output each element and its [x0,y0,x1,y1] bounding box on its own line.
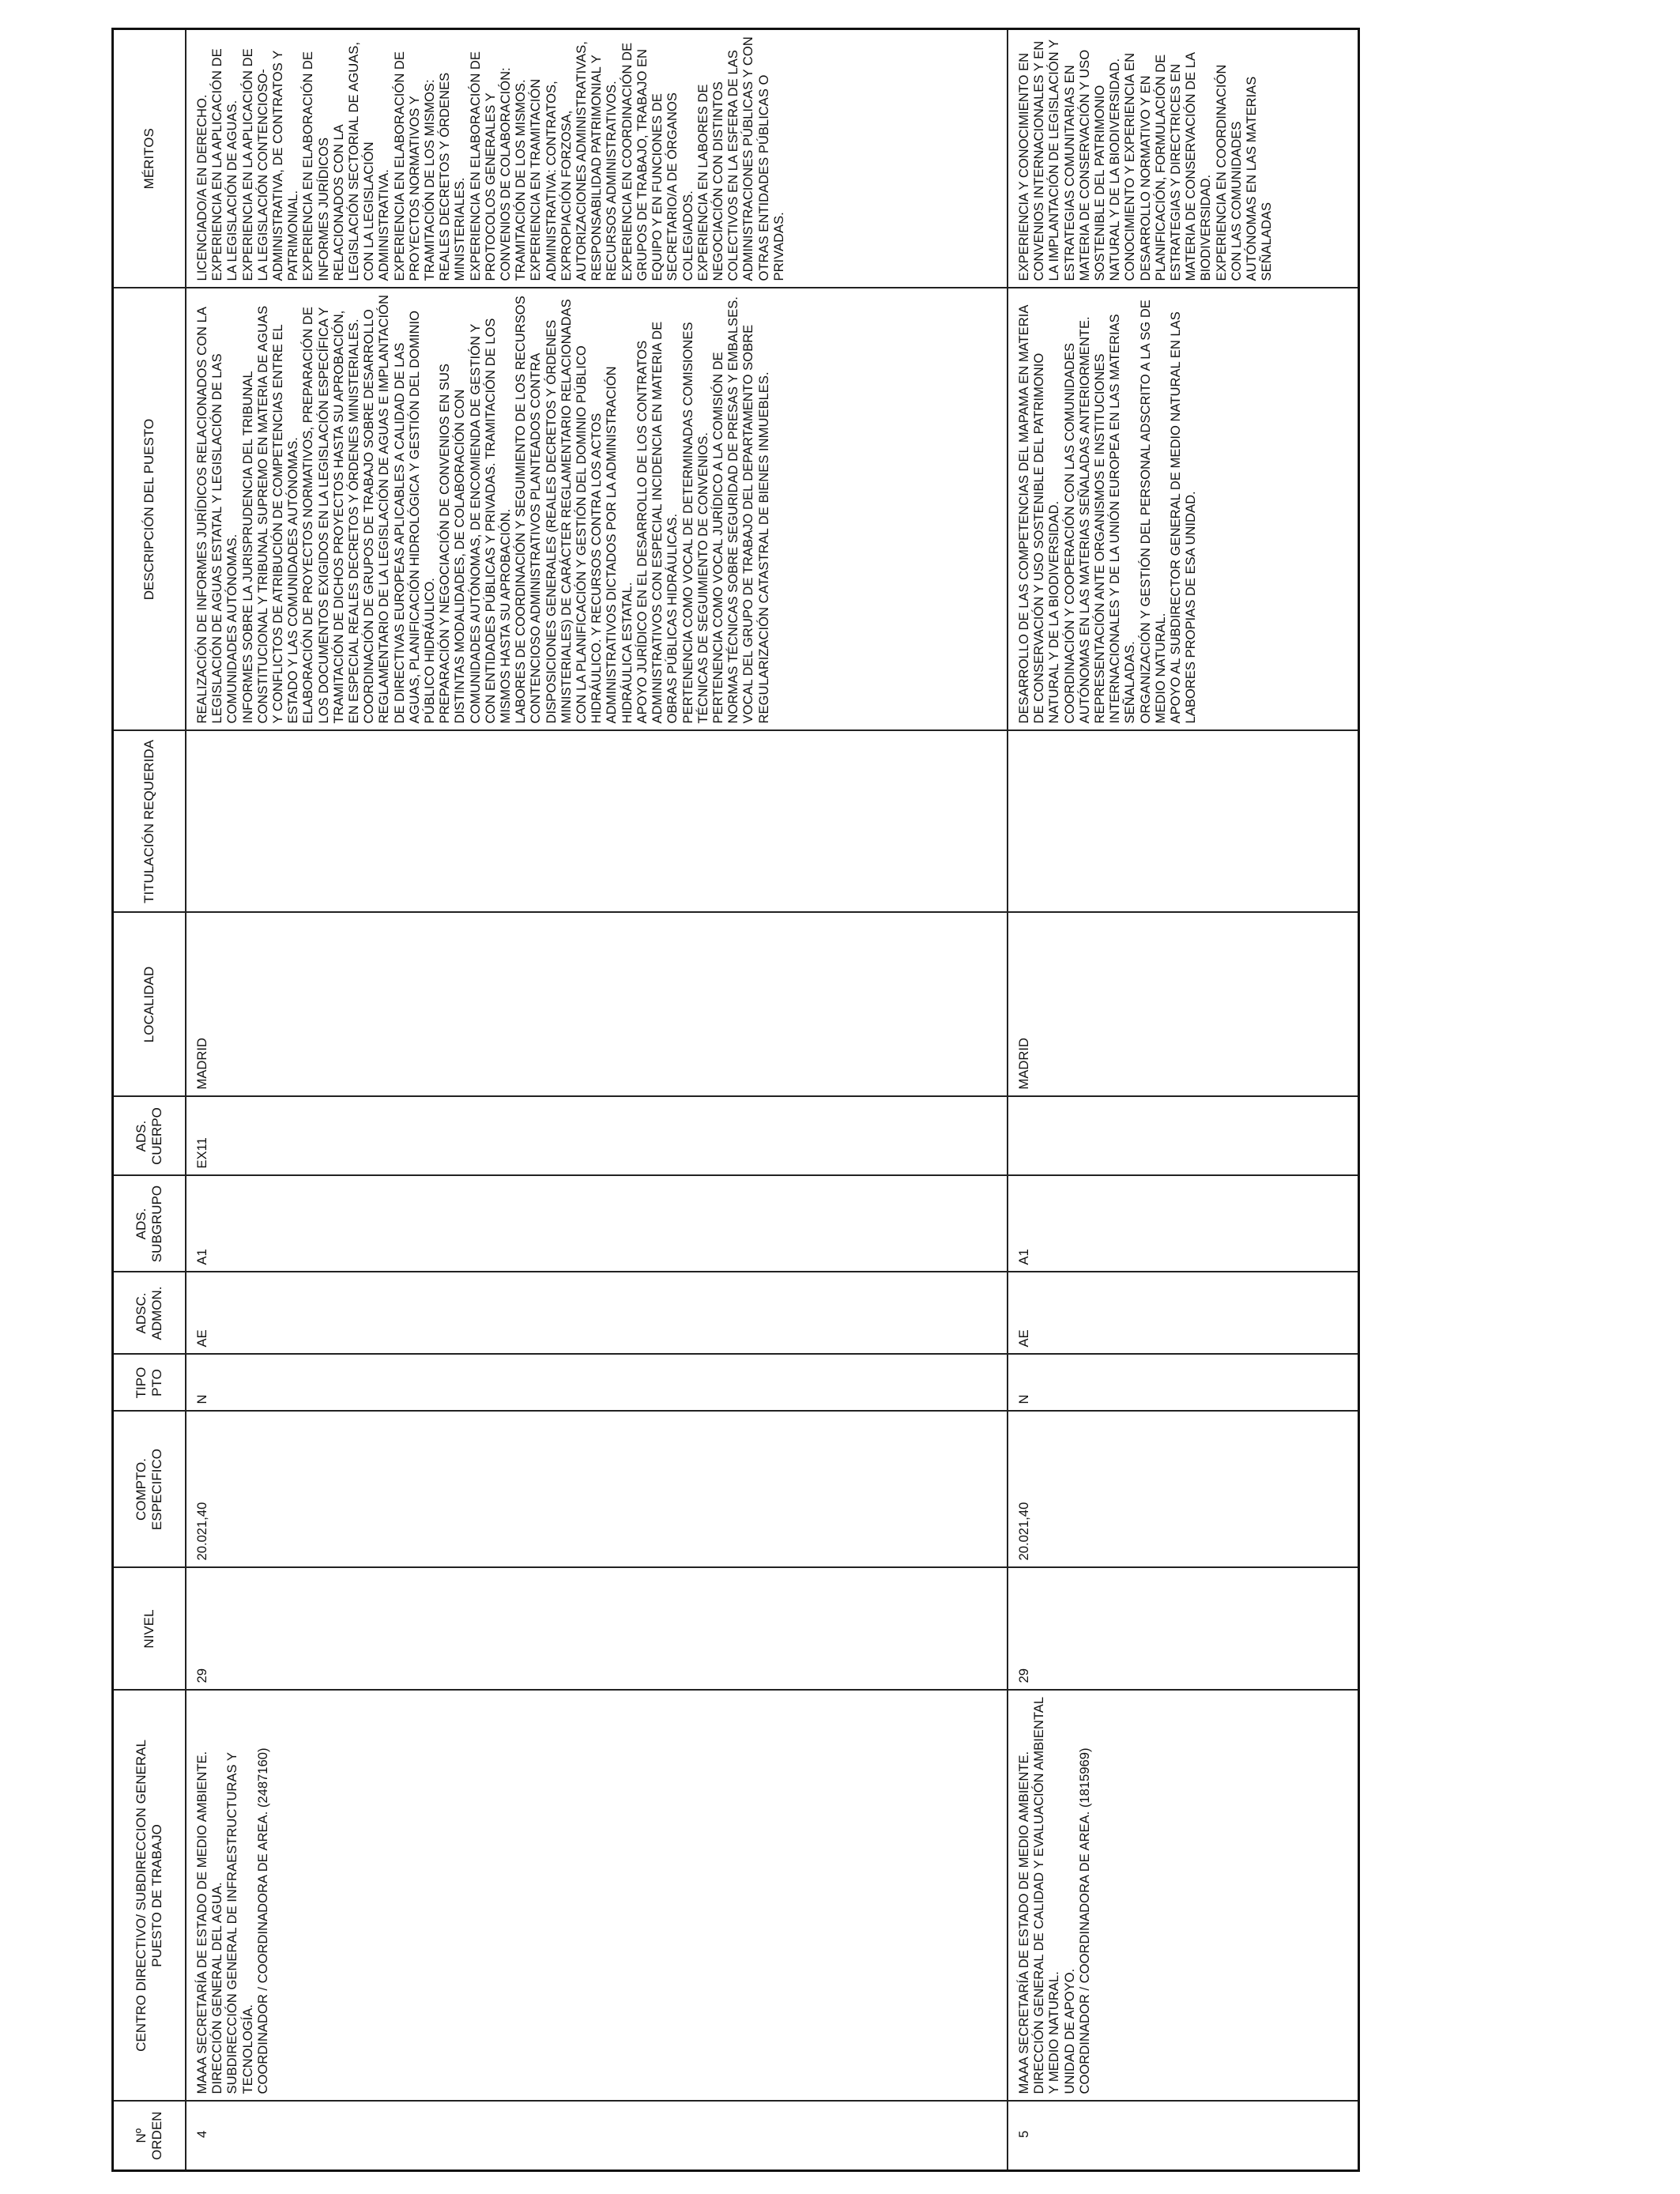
header-titulacion: TITULACIÓN REQUERIDA [113,731,186,913]
cell-nivel: 29 [1008,1568,1359,1691]
table-row [186,29,1008,2171]
cell-orden: 4 [186,2102,1008,2171]
cell-cuerpo [1008,1097,1359,1176]
header-orden: Nº ORDEN [113,2102,186,2171]
cell-subgrupo: A1 [186,1176,1008,1272]
cell-admon: AE [1008,1272,1359,1355]
cell-localidad: MADRID [1008,913,1359,1097]
header-row [113,29,186,2171]
cell-titulacion [1008,731,1359,913]
cell-especifico: 20.021,40 [1008,1412,1359,1568]
header-subgrupo: ADS. SUBGRUPO [113,1176,186,1272]
cell-tipo: N [186,1355,1008,1412]
puestos-table [111,28,1360,2172]
header-meritos: MÉRITOS [113,29,186,288]
header-cuerpo: ADS. CUERPO [113,1097,186,1176]
header-especifico: COMPTO. ESPECIFICO [113,1412,186,1568]
cell-centro: MAAA SECRETARÍA DE ESTADO DE MEDIO AMBIENTE. DIRECCIÓN GENERAL DE CALIDAD Y EVALUACIÓN AMBIENTAL Y MEDIO NATURAL. UNIDAD DE APOYO. COORDINADOR / COORDINADORA DE AREA. (1815969) [1008,1691,1359,2102]
cell-cuerpo: EX11 [186,1097,1008,1176]
header-descripcion: DESCRIPCIÓN DEL PUESTO [113,288,186,731]
cell-titulacion [186,731,1008,913]
header-localidad: LOCALIDAD [113,913,186,1097]
cell-especifico: 20.021,40 [186,1412,1008,1568]
cell-tipo: N [1008,1355,1359,1412]
cell-localidad: MADRID [186,913,1008,1097]
cell-admon: AE [186,1272,1008,1355]
cell-meritos: EXPERIENCIA Y CONOCIMIENTO EN CONVENIOS INTERNACIONALES Y EN LA IMPLANTACIÓN DE LEGISLACIÓN Y ESTRATEGIAS COMUNITARIAS EN MATERIA DE CONSERVACIÓN Y USO SOSTENIBLE DEL PATRIMONIO NATURAL Y DE LA BIODIVERSIDAD. CONOCIMIENTO Y EXPERIENCIA EN DESARROLLO NORMATIVO Y EN PLANIFICACIÓN, FORMULACIÓN DE ESTRATEGIAS Y DIRECTRICES EN MATERIA DE CONSERVACIÓN DE LA BIODIVERSIDAD. EXPERIENCIA EN COORDINACIÓN CON LAS COMUNIDADES AUTÓNOMAS EN LAS MATERIAS SEÑALADAS [1008,29,1359,288]
header-tipo: TIPO PTO [113,1355,186,1412]
cell-descripcion: DESARROLLO DE LAS COMPETENCIAS DEL MAPAMA EN MATERIA DE CONSERVACIÓN Y USO SOSTENIBLE DEL PATRIMONIO NATURAL Y DE LA BIODIVERSIDAD. COORDINACIÓN Y COOPERACIÓN CON LAS COMUNIDADES AUTÓNOMAS EN LAS MATERIAS SEÑALADAS ANTERIORMENTE. REPRESENTACIÓN ANTE ORGANISMOS E INSTITUCIONES INTERNACIONALES Y DE LA UNIÓN EUROPEA EN LAS MATERIAS SEÑALADAS. ORGANIZACIÓN Y GESTIÓN DEL PERSONAL ADSCRITO A LA SG DE MEDIO NATURAL. APOYO AL SUBDIRECTOR GENERAL DE MEDIO NATURAL EN LAS LABORES PROPIAS DE ESA UNIDAD. [1008,288,1359,731]
cell-subgrupo: A1 [1008,1176,1359,1272]
table-row [1008,29,1359,2171]
cell-orden: 5 [1008,2102,1359,2171]
header-nivel: NIVEL [113,1568,186,1691]
header-centro: CENTRO DIRECTIVO/ SUBDIRECCION GENERAL PUESTO DE TRABAJO [113,1691,186,2102]
cell-meritos: LICENCIADO/A EN DERECHO. EXPERIENCIA EN LA APLICACIÓN DE LA LEGISLACIÓN DE AGUAS. EXPERIENCIA EN LA APLICACIÓN DE LA LEGISLACIÓN CONTENCIOSO-ADMINISTRATIVA, DE CONTRATOS Y PATRIMONIAL. EXPERIENCIA EN ELABORACIÓN DE INFORMES JURÍDICOS RELACIONADOS CON LA LEGISLACIÓN SECTORIAL DE AGUAS, CON LA LEGISLACIÓN ADMINISTRATIVA. EXPERIENCIA EN ELABORACIÓN DE PROYECTOS NORMATIVOS Y TRAMITACIÓN DE LOS MISMOS: REALES DECRETOS Y ÓRDENES MINISTERIALES. EXPERIENCIA EN ELABORACIÓN DE PROTOCOLOS GENERALES Y CONVENIOS DE COLABORACIÓN: TRAMITACIÓN DE LOS MISMOS. EXPERIENCIA EN TRAMITACIÓN ADMINISTRATIVA: CONTRATOS, EXPROPIACIÓN FORZOSA, AUTORIZACIONES ADMINISTRATIVAS, RESPONSABILIDAD PATRIMONIAL Y RECURSOS ADMINISTRATIVOS. EXPERIENCIA EN COORDINACIÓN DE GRUPOS DE TRABAJO, TRABAJO EN EQUIPO Y EN FUNCIONES DE SECRETARIO/A DE ÓRGANOS COLEGIADOS. EXPERIENCIA EN LABORES DE NEGOCIACIÓN CON DISTINTOS COLECTIVOS EN LA ESFERA DE LAS ADMINISTRACIONES PÚBLICAS Y CON OTRAS ENTIDADES PÚBLICAS O PRIVADAS. [186,29,1008,288]
header-admon: ADSC. ADMON. [113,1272,186,1355]
cell-nivel: 29 [186,1568,1008,1691]
cell-descripcion: REALIZACIÓN DE INFORMES JURÍDICOS RELACIONADOS CON LA LEGISLACIÓN DE AGUAS ESTATAL Y LEGISLACIÓN DE LAS COMUNIDADES AUTÓNOMAS. INFORMES SOBRE LA JURISPRUDENCIA DEL TRIBUNAL CONSTITUCIONAL Y TRIBUNAL SUPREMO EN MATERIA DE AGUAS Y CONFLICTOS DE ATRIBUCIÓN DE COMPETENCIAS ENTRE EL ESTADO Y LAS COMUNIDADES AUTÓNOMAS. ELABORACIÓN DE PROYECTOS NORMATIVOS, PREPARACIÓN DE LOS DOCUMENTOS EXIGIDOS EN LA LEGISLACIÓN ESPECÍFICA Y TRAMITACIÓN DE DICHOS PROYECTOS HASTA SU APROBACIÓN, EN ESPECIAL REALES DECRETOS Y ÓRDENES MINISTERIALES. COORDINACIÓN DE GRUPOS DE TRABAJO SOBRE DESARROLLO REGLAMENTARIO DE LA LEGISLACIÓN DE AGUAS E IMPLANTACIÓN DE DIRECTIVAS EUROPEAS APLICABLES A CALIDAD DE LAS AGUAS, PLANIFICACIÓN HIDROLÓGICA Y GESTIÓN DEL DOMINIO PÚBLICO HIDRÁULICO. PREPARACIÓN Y NEGOCIACIÓN DE CONVENIOS EN SUS DISTINTAS MODALIDADES, DE COLABORACIÓN CON COMUNIDADES AUTÓNOMAS, DE ENCOMIENDA DE GESTIÓN Y CON ENTIDADES PÚBLICAS Y PRIVADAS. TRAMITACIÓN DE LOS MISMOS HASTA SU APROBACIÓN. LABORES DE COORDINACIÓN Y SEGUIMIENTO DE LOS RECURSOS CONTENCIOSO ADMINISTRATIVOS PLANTEADOS CONTRA DISPOSICIONES GENERALES (REALES DECRETOS Y ÓRDENES MINISTERIALES) DE CARÁCTER REGLAMENTARIO RELACIONADAS CON LA PLANIFICACIÓN Y GESTIÓN DEL DOMINIO PÚBLICO HIDRÁULICO. Y RECURSOS CONTRA LOS ACTOS ADMINISTRATIVOS DICTADOS POR LA ADMINISTRACIÓN HIDRÁULICA ESTATAL. APOYO JURÍDICO EN EL DESARROLLO DE LOS CONTRATOS ADMINISTRATIVOS CON ESPECIAL INCIDENCIA EN MATERIA DE OBRAS PÚBLICAS HIDRÁULICAS. PERTENENCIA COMO VOCAL DE DETERMINADAS COMISIONES TÉCNICAS DE SEGUIMIENTO DE CONVENIOS. PERTENENCIA COMO VOCAL JURÍDICO A LA COMISIÓN DE NORMAS TÉCNICAS SOBRE SEGURIDAD DE PRESAS Y EMBALSES. VOCAL DEL GRUPO DE TRABAJO DEL DEPARTAMENTO SOBRE REGULARIZACIÓN CATASTRAL DE BIENES INMUEBLES. [186,288,1008,731]
cell-centro: MAAA SECRETARÍA DE ESTADO DE MEDIO AMBIENTE. DIRECCIÓN GENERAL DEL AGUA. SUBDIRECCIÓN GENERAL DE INFRAESTRUCTURAS Y TECNOLOGÍA. COORDINADOR / COORDINADORA DE AREA. (2487160) [186,1691,1008,2102]
